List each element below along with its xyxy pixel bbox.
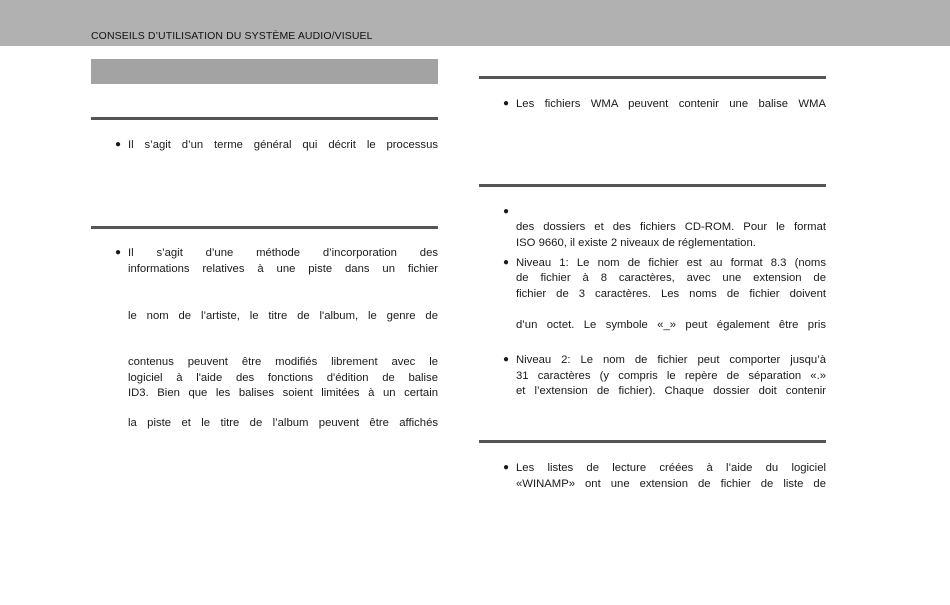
bullet-icon: ● [115, 247, 122, 258]
section-divider [91, 117, 438, 120]
paragraph-line: Il s’agit d’une méthode d’incorporation des [128, 247, 438, 259]
paragraph-line: informations relatives à une piste dans un fichier [128, 263, 438, 275]
paragraph-line: de fichier à 8 caractères, avec une extension de [516, 272, 826, 284]
page-header-title: CONSEILS D’UTILISATION DU SYSTÈME AUDIO/VISUEL [91, 30, 373, 42]
paragraph-line: contenus peuvent être modifiés librement avec le [128, 356, 438, 368]
paragraph-line: Il s’agit d’un terme général qui décrit le processus [128, 139, 438, 151]
paragraph-line: Niveau 2: Le nom de fichier peut comporter jusqu’à [516, 354, 826, 366]
paragraph-line: Les listes de lecture créées à l’aide du logiciel [516, 462, 826, 474]
paragraph-line: des dossiers et des fichiers CD-ROM. Pour le format [516, 221, 826, 233]
section-divider [479, 76, 826, 79]
paragraph-line: d’un octet. Le symbole «_» peut également être pris [516, 319, 826, 331]
paragraph-line: fichier de 3 caractères. Les noms de fichier doivent [516, 288, 826, 300]
paragraph-line: le nom de l’artiste, le titre de l'album, le genre de [128, 310, 438, 322]
bullet-icon: ● [503, 257, 510, 268]
paragraph-line: la piste et le titre de l’album peuvent être affichés [128, 417, 438, 429]
bullet-icon: ● [503, 354, 510, 365]
bullet-icon: ● [503, 206, 510, 217]
header-bar [0, 0, 950, 46]
section-divider [479, 184, 826, 187]
paragraph-line: 31 caractères (y compris le repère de séparation «.» [516, 370, 826, 382]
section-heading-band [91, 59, 438, 84]
bullet-icon: ● [503, 462, 510, 473]
paragraph-line: Niveau 1: Le nom de fichier est au format 8.3 (noms [516, 257, 826, 269]
paragraph-line: Les fichiers WMA peuvent contenir une balise WMA [516, 98, 826, 110]
section-divider [91, 226, 438, 229]
section-divider [479, 440, 826, 443]
paragraph-line: ISO 9660, il existe 2 niveaux de réglementation. [516, 237, 756, 249]
paragraph-line: «WINAMP» ont une extension de fichier de liste de [516, 478, 826, 490]
paragraph-line: ID3. Bien que les balises soient limitées à un certain [128, 387, 438, 399]
bullet-icon: ● [503, 98, 510, 109]
paragraph-line: logiciel à l'aide des fonctions d'édition de balise [128, 372, 438, 384]
bullet-icon: ● [115, 139, 122, 150]
paragraph-line: et l’extension de fichier). Chaque dossier doit contenir [516, 385, 826, 397]
